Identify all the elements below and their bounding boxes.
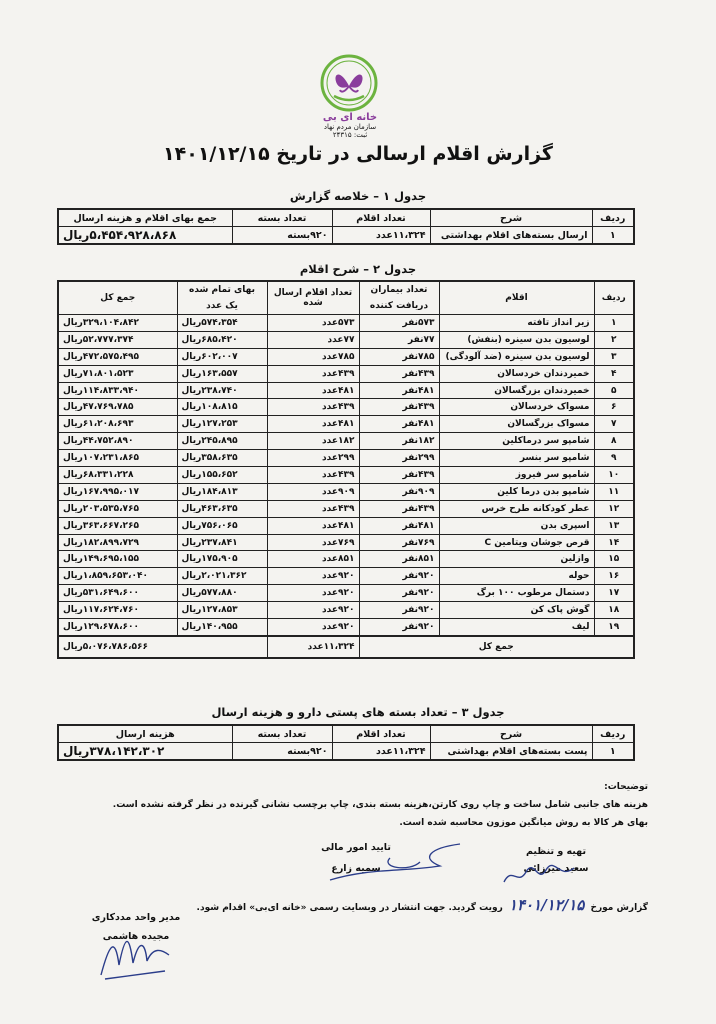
cell-count: ۴۳۹عدد: [267, 399, 359, 416]
unit-name: مجیده هاشمی: [102, 931, 170, 942]
org-info: [300, 112, 400, 139]
col-patients: تعداد بیماران دریافت کننده: [359, 281, 439, 315]
cell-count: ۷۶۹عدد: [267, 534, 359, 551]
cell-count: ۸۵۱عدد: [267, 551, 359, 568]
cell-items: ۱۱،۳۲۴عدد: [332, 743, 430, 761]
total-count: ۱۱،۳۲۴عدد: [267, 636, 359, 658]
table-row: [58, 382, 634, 399]
prepare-title: تهیه و تنظیم: [525, 846, 587, 857]
cell-unit-price: ۶۰۲،۰۰۷ریال: [177, 348, 267, 365]
table-row: [58, 315, 634, 332]
cell-count: ۲۹۹عدد: [267, 450, 359, 467]
col-desc: شرح: [430, 209, 592, 227]
col-cost: هزینه ارسال: [58, 725, 232, 743]
table-row: [58, 743, 634, 761]
cell-packs: ۹۲۰بسته: [232, 227, 332, 245]
cell-row: ۱۱: [594, 483, 634, 500]
cell-count: ۴۸۱عدد: [267, 517, 359, 534]
cell-patients: ۴۳۹نفر: [359, 365, 439, 382]
cell-item: قرص جوشان ویتامین C: [439, 534, 594, 551]
org-number: ثبت: ۲۴۳۱۵: [332, 131, 368, 139]
cell-total: ۲۰۳،۵۳۵،۷۶۵ریال: [58, 500, 177, 517]
cell-count: ۴۸۱عدد: [267, 382, 359, 399]
col-count: تعداد اقلام ارسال شده: [267, 281, 359, 315]
cell-count: ۵۷۳عدد: [267, 315, 359, 332]
cell-item: اسپری بدن: [439, 517, 594, 534]
cell-total: ۱،۸۵۹،۶۵۳،۰۴۰ریال: [58, 568, 177, 585]
total-row: [58, 636, 634, 658]
cell-item: وازلین: [439, 551, 594, 568]
cell-patients: ۷۷نفر: [359, 331, 439, 348]
cell-total: ۴۴،۷۵۲،۸۹۰ریال: [58, 433, 177, 450]
cell-total: ۱۱۴،۸۳۳،۹۴۰ریال: [58, 382, 177, 399]
cell-total: ۱۲۹،۶۷۸،۶۰۰ریال: [58, 619, 177, 636]
cell-row: ۷: [594, 416, 634, 433]
cell-unit-price: ۲،۰۲۱،۳۶۲ریال: [177, 568, 267, 585]
table-row: [58, 416, 634, 433]
khane-ebi-logo: [320, 54, 378, 112]
cell-total: ۶۱،۲۰۸،۶۹۳ریال: [58, 416, 177, 433]
cell-row: ۹: [594, 450, 634, 467]
cell-unit-price: ۵۷۴،۳۵۴ریال: [177, 315, 267, 332]
cell-patients: ۱۸۲نفر: [359, 433, 439, 450]
table3-caption: جدول ۳ – تعداد بسته های پستی دارو و هزینه ارسال: [211, 705, 505, 719]
cell-count: ۹۲۰عدد: [267, 602, 359, 619]
cell-cost: ۳۷۸،۱۴۲،۳۰۲ریال: [58, 743, 232, 761]
table-row: [58, 568, 634, 585]
cell-unit-price: ۱۸۴،۸۱۳ریال: [177, 483, 267, 500]
cell-patients: ۹۰۹نفر: [359, 483, 439, 500]
table-row: [58, 619, 634, 636]
cell-unit-price: ۲۴۵،۸۹۵ریال: [177, 433, 267, 450]
cell-total: ۱۶۷،۹۹۵،۰۱۷ریال: [58, 483, 177, 500]
cell-count: ۴۳۹عدد: [267, 467, 359, 484]
org-name: سازمان مردم نهاد: [323, 123, 377, 131]
cell-total: ۷۱،۸۰۱،۵۲۳ریال: [58, 365, 177, 382]
cell-row: ۱۲: [594, 500, 634, 517]
cell-row: ۲: [594, 331, 634, 348]
cell-total: ۵۳۱،۶۴۹،۶۰۰ریال: [58, 585, 177, 602]
col-items: تعداد اقلام: [332, 725, 430, 743]
col-unit-price: بهای تمام شده یک عدد: [177, 281, 267, 315]
cell-item: مسواک بزرگسالان: [439, 416, 594, 433]
cell-items: ۱۱،۳۲۴عدد: [332, 227, 430, 245]
cell-row: ۱: [592, 227, 634, 245]
cell-item: شامپو سر بنسر: [439, 450, 594, 467]
cell-row: ۱۳: [594, 517, 634, 534]
cell-count: ۹۰۹عدد: [267, 483, 359, 500]
cell-patients: ۹۲۰نفر: [359, 585, 439, 602]
cell-item: خمیردندان خردسالان: [439, 365, 594, 382]
table-header-row: [58, 209, 634, 227]
cell-unit-price: ۱۵۵،۶۵۲ریال: [177, 467, 267, 484]
col-item: اقلام: [439, 281, 594, 315]
cell-item: مسواک خردسالان: [439, 399, 594, 416]
cell-total: ۱۸۲،۸۹۹،۷۲۹ریال: [58, 534, 177, 551]
cell-row: ۵: [594, 382, 634, 399]
cell-patients: ۵۷۳نفر: [359, 315, 439, 332]
signature-scribble-prepare: [500, 860, 580, 890]
cell-item: شامپو سر فیروز: [439, 467, 594, 484]
footer-note: [48, 896, 648, 914]
cell-item: زیر انداز تافته: [439, 315, 594, 332]
cell-total: ۱۱۷،۶۲۴،۷۶۰ریال: [58, 602, 177, 619]
items-table: [57, 280, 635, 659]
table-row: [58, 534, 634, 551]
cell-patients: ۴۳۹نفر: [359, 500, 439, 517]
cell-patients: ۷۶۹نفر: [359, 534, 439, 551]
col-packs: تعداد بسته: [232, 209, 332, 227]
cell-total: ۱۴۹،۶۹۵،۱۵۵ریال: [58, 551, 177, 568]
cell-row: ۱۰: [594, 467, 634, 484]
cell-patients: ۴۸۱نفر: [359, 416, 439, 433]
table-row: [58, 331, 634, 348]
cell-patients: ۴۸۱نفر: [359, 517, 439, 534]
signature-scribble-approve: [320, 838, 470, 888]
col-packs: تعداد بسته: [232, 725, 332, 743]
notes-line-2: بهای هر کالا به روش میانگین موزون محاسبه شده است.: [399, 818, 648, 828]
cell-total: ۴۷،۷۶۹،۷۸۵ریال: [58, 399, 177, 416]
cell-total: ۳۲۹،۱۰۴،۸۴۲ریال: [58, 315, 177, 332]
cell-desc: پست بسته‌های اقلام بهداشتی: [430, 743, 592, 761]
table-row: [58, 517, 634, 534]
col-row: ردیف: [592, 725, 634, 743]
cell-count: ۴۳۹عدد: [267, 365, 359, 382]
cell-row: ۱۸: [594, 602, 634, 619]
items-body: [58, 315, 634, 636]
approve-title: تایید امور مالی: [321, 842, 391, 853]
cell-unit-price: ۱۲۷،۲۵۳ریال: [177, 416, 267, 433]
cell-row: ۶: [594, 399, 634, 416]
cell-total: ۶۸،۳۳۱،۲۲۸ریال: [58, 467, 177, 484]
col-row: ردیف: [592, 209, 634, 227]
cell-count: ۷۸۵عدد: [267, 348, 359, 365]
cell-count: ۴۸۱عدد: [267, 416, 359, 433]
table-row: [58, 500, 634, 517]
cell-count: ۹۲۰عدد: [267, 568, 359, 585]
table-row: [58, 585, 634, 602]
cell-unit-price: ۴۶۳،۶۳۵ریال: [177, 500, 267, 517]
cell-row: ۱۶: [594, 568, 634, 585]
cell-item: عطر کودکانه طرح خرس: [439, 500, 594, 517]
table2-caption: جدول ۲ – شرح اقلام: [299, 262, 417, 276]
cell-count: ۹۲۰عدد: [267, 585, 359, 602]
cell-count: ۹۲۰عدد: [267, 619, 359, 636]
cell-row: ۱۵: [594, 551, 634, 568]
table-row: [58, 348, 634, 365]
cell-unit-price: ۵۷۷،۸۸۰ریال: [177, 585, 267, 602]
total-sum: ۵،۰۷۶،۷۸۶،۵۶۶ریال: [58, 636, 267, 658]
table-row: [58, 467, 634, 484]
table-header-row: [58, 725, 634, 743]
cell-item: حوله: [439, 568, 594, 585]
cell-total: ۱۰۷،۲۳۱،۸۶۵ریال: [58, 450, 177, 467]
cell-packs: ۹۲۰بسته: [232, 743, 332, 761]
table-row: [58, 602, 634, 619]
table-row: [58, 365, 634, 382]
col-row: ردیف: [594, 281, 634, 315]
cell-item: دستمال مرطوب ۱۰۰ برگ: [439, 585, 594, 602]
cell-row: ۱: [594, 315, 634, 332]
cell-count: ۴۳۹عدد: [267, 500, 359, 517]
cell-item: خمیردندان بزرگسالان: [439, 382, 594, 399]
cell-patients: ۴۳۹نفر: [359, 399, 439, 416]
cell-unit-price: ۱۰۸،۸۱۵ریال: [177, 399, 267, 416]
cell-item: شامپو سر درماکلین: [439, 433, 594, 450]
table-row: [58, 433, 634, 450]
cell-patients: ۲۹۹نفر: [359, 450, 439, 467]
footer-before: گزارش مورخ: [590, 903, 648, 913]
cell-unit-price: ۱۶۳،۵۵۷ریال: [177, 365, 267, 382]
cell-row: ۴: [594, 365, 634, 382]
cell-row: ۱۹: [594, 619, 634, 636]
cell-row: ۱۷: [594, 585, 634, 602]
cell-desc: ارسال بسته‌های اقلام بهداشتی: [430, 227, 592, 245]
table-row: [58, 227, 634, 245]
cell-unit-price: ۷۵۶،۰۶۵ریال: [177, 517, 267, 534]
table-row: [58, 399, 634, 416]
cell-unit-price: ۳۵۸،۶۳۵ریال: [177, 450, 267, 467]
prepare-name: سعید میرزائی: [523, 863, 589, 874]
cell-row: ۸: [594, 433, 634, 450]
cell-total: ۵۲،۷۷۷،۳۷۴ریال: [58, 331, 177, 348]
cell-unit-price: ۱۲۷،۸۵۳ریال: [177, 602, 267, 619]
cell-patients: ۷۸۵نفر: [359, 348, 439, 365]
cell-row: ۱: [592, 743, 634, 761]
col-desc: شرح: [430, 725, 592, 743]
cell-unit-price: ۲۳۸،۷۴۰ریال: [177, 382, 267, 399]
notes-line-1: هزینه های جانبی شامل ساخت و چاپ روی کارتن،هزینه بسته بندی، چاپ برچسب نشانی گیرنده در نظر گرفته نشده است.: [112, 800, 648, 810]
table-row: [58, 551, 634, 568]
cell-count: ۱۸۲عدد: [267, 433, 359, 450]
cell-item: شامپو بدن درما کلین: [439, 483, 594, 500]
handwritten-date: ۱۴۰۱/۱۲/۱۵: [508, 896, 585, 914]
cell-item: لیف: [439, 619, 594, 636]
approve-name: سمیه زارع: [331, 863, 381, 874]
cell-count: ۷۷عدد: [267, 331, 359, 348]
cell-unit-price: ۶۸۵،۴۲۰ریال: [177, 331, 267, 348]
cell-item: لوسیون بدن سینره (بنفش): [439, 331, 594, 348]
cell-patients: ۸۵۱نفر: [359, 551, 439, 568]
notes: [48, 782, 648, 836]
cell-row: ۱۴: [594, 534, 634, 551]
cell-patients: ۹۲۰نفر: [359, 619, 439, 636]
cell-item: گوش پاک کن: [439, 602, 594, 619]
unit-title: مدیر واحد مددکاری: [91, 912, 181, 923]
col-items: تعداد اقلام: [332, 209, 430, 227]
cell-total: ۳۶۳،۶۶۷،۲۶۵ریال: [58, 517, 177, 534]
shipping-table: [57, 724, 635, 761]
footer-after: رویت گردید. جهت انتشار در وبسایت رسمی «خانه ای‌بی» اقدام شود.: [196, 903, 503, 913]
total-label: جمع کل: [359, 636, 634, 658]
cell-unit-price: ۱۷۵،۹۰۵ریال: [177, 551, 267, 568]
report-title: گزارش اقلام ارسالی در تاریخ ۱۴۰۱/۱۲/۱۵: [163, 143, 553, 165]
col-total: جمع کل: [58, 281, 177, 315]
table1-caption: جدول ۱ – خلاصه گزارش: [289, 189, 427, 203]
signature-scribble-unit: [95, 925, 175, 985]
notes-title: توضیحات:: [604, 782, 648, 792]
cell-patients: ۴۸۱نفر: [359, 382, 439, 399]
cell-patients: ۹۲۰نفر: [359, 568, 439, 585]
cell-total: ۴۷۲،۵۷۵،۴۹۵ریال: [58, 348, 177, 365]
cell-row: ۳: [594, 348, 634, 365]
cell-patients: ۹۲۰نفر: [359, 602, 439, 619]
cell-patients: ۴۳۹نفر: [359, 467, 439, 484]
cell-cost: ۵،۴۵۴،۹۲۸،۸۶۸ریال: [58, 227, 232, 245]
table-row: [58, 483, 634, 500]
summary-table: [57, 208, 635, 245]
cell-item: لوسیون بدن سینره (ضد آلودگی): [439, 348, 594, 365]
logo-text: خانه ای بی: [322, 112, 378, 123]
col-cost: جمع بهای اقلام و هزینه ارسال: [58, 209, 232, 227]
cell-unit-price: ۱۴۰،۹۵۵ریال: [177, 619, 267, 636]
cell-unit-price: ۲۳۷،۸۴۱ریال: [177, 534, 267, 551]
table-row: [58, 450, 634, 467]
